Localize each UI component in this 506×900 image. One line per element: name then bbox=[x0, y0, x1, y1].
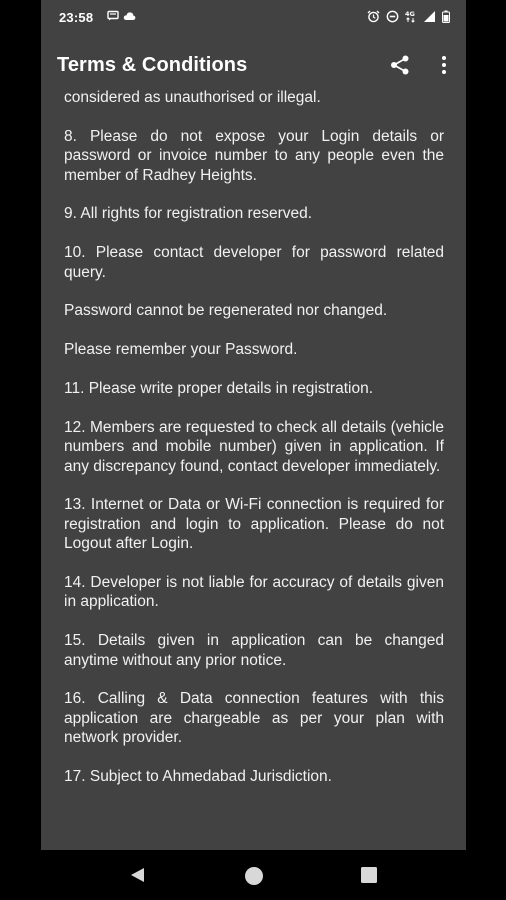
alarm-icon bbox=[367, 10, 380, 23]
terms-item: 17. Subject to Ahmedabad Jurisdiction. bbox=[64, 768, 332, 786]
terms-partial-line: considered as unauthorised or illegal. bbox=[64, 89, 321, 106]
page-title: Terms & Conditions bbox=[57, 54, 248, 76]
status-time: 23:58 bbox=[59, 10, 94, 25]
terms-item: Password cannot be regenerated nor changed. bbox=[64, 302, 388, 320]
signal-icon bbox=[423, 10, 436, 23]
app-screen bbox=[41, 0, 466, 850]
nav-home-icon[interactable] bbox=[244, 866, 264, 886]
terms-item: 15. Details given in application can be changed anytime without any prior notice. bbox=[64, 632, 444, 669]
terms-item: 11. Please write proper details in registration. bbox=[64, 380, 374, 397]
terms-item: Please remember your Password. bbox=[64, 341, 298, 359]
data-arrows-icon bbox=[405, 10, 417, 23]
terms-item: 12. Members are requested to check all details (vehicle numbers and mobile number) given in application. If any discrepancy found, contact developer immediately. bbox=[64, 418, 444, 475]
terms-item: 9. All rights for registration reserved. bbox=[64, 205, 313, 223]
notification-icons bbox=[107, 10, 136, 21]
message-notification-icon bbox=[107, 10, 119, 21]
battery-icon bbox=[442, 10, 450, 23]
nav-back-icon[interactable] bbox=[128, 866, 146, 884]
terms-item: 10. Please contact developer for password related query. bbox=[64, 244, 444, 281]
do-not-disturb-icon bbox=[386, 10, 399, 23]
share-button[interactable] bbox=[385, 50, 415, 80]
more-options-button[interactable] bbox=[432, 50, 456, 80]
cloud-icon bbox=[123, 11, 136, 21]
terms-scroll-view[interactable] bbox=[41, 89, 466, 850]
status-bar bbox=[41, 0, 466, 34]
terms-item: 16. Calling & Data connection features with this application are chargeable as per your plan with network provider. bbox=[64, 690, 444, 747]
terms-item: 8. Please do not expose your Login details or password or invoice number to any people even the member of Radhey Heights. bbox=[64, 127, 444, 184]
more-vert-icon bbox=[441, 55, 447, 75]
terms-item: 13. Internet or Data or Wi-Fi connection is required for registration and login to application. Please do not Logout after Login. bbox=[64, 496, 444, 553]
network-type-label bbox=[405, 10, 417, 23]
svg-text:4G: 4G bbox=[405, 10, 415, 18]
terms-item: 14. Developer is not liable for accuracy of details given in application. bbox=[64, 574, 444, 611]
system-status-icons bbox=[367, 10, 450, 23]
nav-recents-icon[interactable] bbox=[361, 867, 377, 883]
share-icon bbox=[389, 54, 411, 76]
terms-text bbox=[64, 88, 444, 806]
system-navigation-bar bbox=[0, 850, 506, 900]
